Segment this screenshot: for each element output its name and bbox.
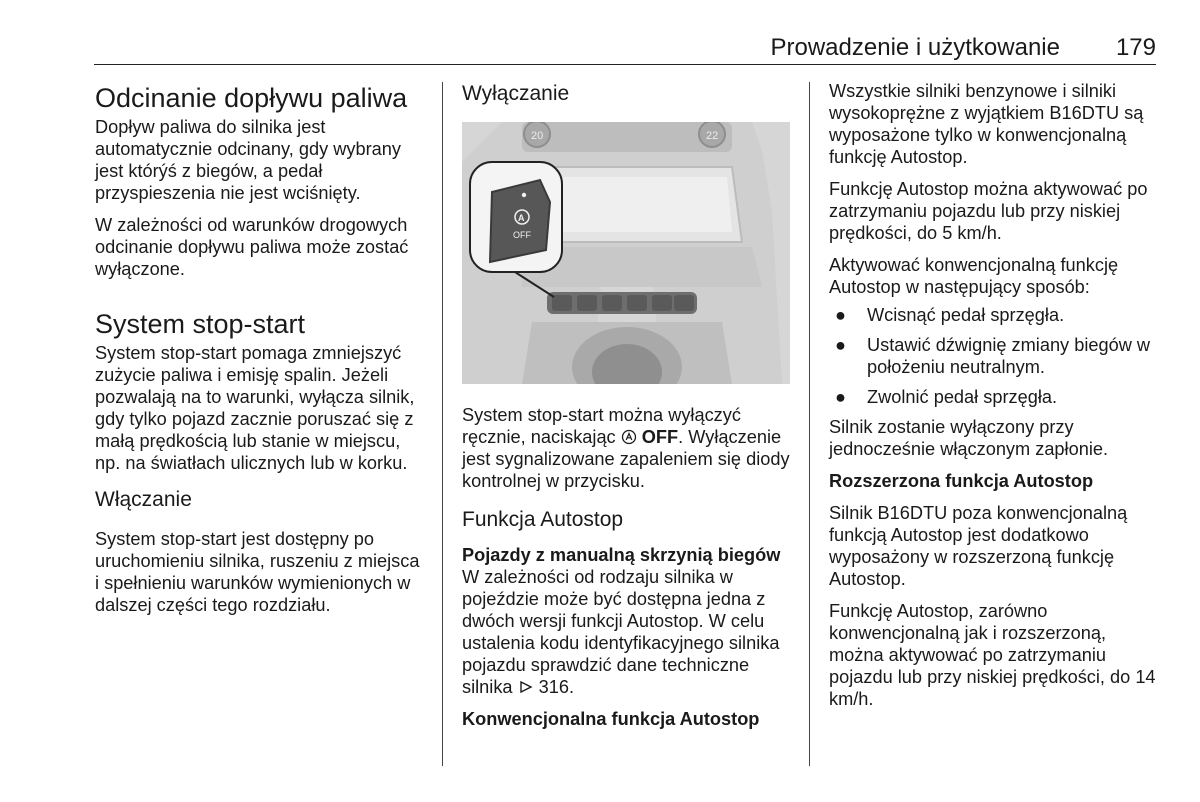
bullet-icon: ● <box>835 335 846 355</box>
paragraph-disable-text: System stop-start można wyłączyć ręcznie, naciskając <box>462 405 741 447</box>
temp-right-label: 22 <box>706 130 719 142</box>
figure-off-label: OFF <box>513 230 531 240</box>
steps-list <box>829 304 1161 408</box>
paragraph-disable-signal: Wyłączenie jest sygnalizowane zapaleniem się diody kontrolnej w przycisku. <box>462 427 790 491</box>
paragraph-all-engines: Wszystkie silniki benzynowe i silniki wysokoprężne z wyjątkiem B16DTU są wyposażone tylko w konwencjonalną funkcję Autostop. <box>829 81 1144 167</box>
heading-extended-autostop: Rozszerzona funkcja Autostop <box>829 471 1094 491</box>
heading-enable: Włączanie <box>95 488 192 511</box>
paragraph-manual <box>462 566 794 698</box>
column-divider-1 <box>442 82 443 766</box>
heading-fuel-cut: Odcinanie dopływu paliwa <box>95 83 408 113</box>
svg-text:A: A <box>518 213 525 223</box>
paragraph-fuel-2: W zależności od warunków drogowych odcinanie dopływu paliwa może zostać wyłączone. <box>95 215 409 279</box>
paragraph-disable: System stop-start można wyłączyć ręcznie, naciskając OFF. Wyłączenie jest sygnalizowane zapaleniem się diody kontrolnej w przycisku. <box>462 405 790 491</box>
column-3 <box>829 80 1161 710</box>
heading-manual-gearbox: Pojazdy z manualną skrzynią biegów <box>462 545 781 565</box>
paragraph-activate: Funkcję Autostop można aktywować po zatrzymaniu pojazdu lub przy niskiej prędkości, do 5 km/h. <box>829 179 1148 243</box>
paragraph-manual-text: W zależności od rodzaju silnika w pojeździe może być dostępna jedna z dwóch wersji funkcji Autostop. W celu ustalenia kodu identyfikacyjnego silnika pojazdu sprawdzić dane techniczne silnika <box>462 567 780 697</box>
column-1 <box>95 80 427 616</box>
heading-disable: Wyłączanie <box>462 82 570 105</box>
header-divider <box>94 64 1156 65</box>
paragraph-fuel-1: Dopływ paliwa do silnika jest automatycznie odcinany, gdy wybrany jest którýś z biegów, a pedał przyspieszenia nie jest wciśnięty. <box>95 117 401 203</box>
page-number: 179 <box>1115 34 1156 61</box>
off-label: OFF <box>641 427 679 447</box>
stop-start-button-figure <box>462 122 790 384</box>
heading-autostop: Funkcja Autostop <box>462 508 624 531</box>
paragraph-both: Funkcję Autostop, zarówno konwencjonalną jak i rozszerzoną, można aktywować po zatrzymaniu pojazdu lub przy niskiej prędkości, do 14 km/h. <box>829 601 1156 709</box>
heading-conventional-autostop: Konwencjonalna funkcja Autostop <box>462 709 760 729</box>
column-2 <box>462 80 794 730</box>
list-item: ● Ustawić dźwignię zmiany biegów w położeniu neutralnym. <box>835 335 1151 377</box>
paragraph-stop-start: System stop-start pomaga zmniejszyć zużycie paliwa i emisję spalin. Jeżeli pozwalają na to warunki, wyłącza silnik, gdy tylko pojazd zacznie poruszać się z małą prędkością lub stanie w miejscu, np. na światłach ulicznych lub w korku. <box>95 343 415 473</box>
bullet-icon: ● <box>835 387 846 407</box>
paragraph-how-to: Aktywować konwencjonalną funkcję Autostop w następujący sposób: <box>829 255 1119 297</box>
heading-stop-start: System stop-start <box>95 309 306 339</box>
paragraph-b16dtu: Silnik B16DTU poza konwencjonalną funkcją Autostop jest dodatkowo wyposażony w rozszerzoną funkcję Autostop. <box>829 503 1128 589</box>
bullet-icon: ● <box>835 305 846 325</box>
autostop-icon <box>621 428 637 444</box>
list-item: ● Wcisnąć pedał sprzęgła. <box>835 305 1065 325</box>
running-header: Prowadzenie i użytkowanie <box>770 34 1060 61</box>
page-reference-arrow-icon <box>518 678 534 694</box>
paragraph-engine-off: Silnik zostanie wyłączony przy jednocześnie włączonym zapłonie. <box>829 417 1109 459</box>
temp-left-label: 20 <box>531 130 544 142</box>
list-item: ● Zwolnić pedał sprzęgła. <box>835 387 1058 407</box>
paragraph-enable: System stop-start jest dostępny po uruchomieniu silnika, ruszeniu z miejsca i spełnieniu warunków wymienionych w dalszej części tego rozdziału. <box>95 529 420 615</box>
column-divider-2 <box>809 82 810 766</box>
page-reference[interactable]: 316. <box>538 677 575 697</box>
